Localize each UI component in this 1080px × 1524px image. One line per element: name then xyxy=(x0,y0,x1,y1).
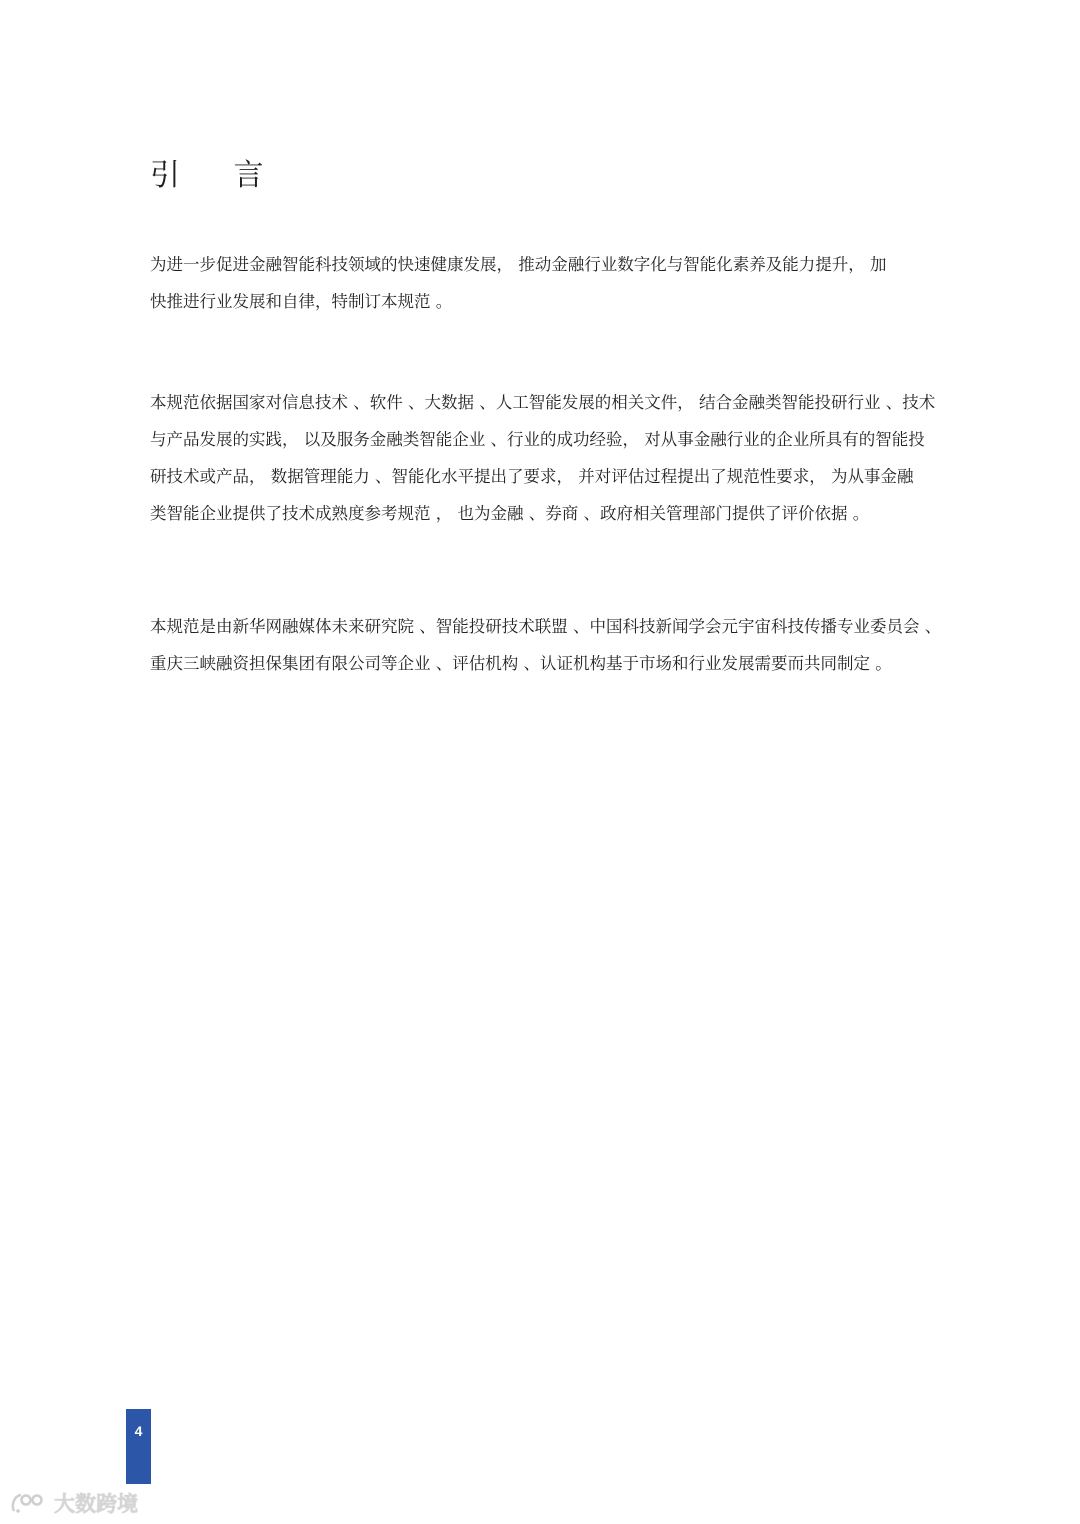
paragraph-line: 重庆三峡融资担保集团有限公司等企业 、评估机构 、认证机构基于市场和行业发展需要而共同制定 。 xyxy=(150,654,892,673)
paragraph-line: 研技术或产品， 数据管理能力 、智能化水平提出了要求， 并对评估过程提出了规范性要求， 为从事金融 xyxy=(150,467,914,486)
paragraph-line: 快推进行业发展和自律，特制订本规范 。 xyxy=(150,292,453,311)
section-heading: 引 言 xyxy=(150,158,286,193)
paragraph-line: 为进一步促进金融智能科技领域的快速健康发展， 推动金融行业数字化与智能化素养及能力提升， 加 xyxy=(150,255,887,274)
page-number-tab xyxy=(126,1409,151,1484)
paragraph-basis xyxy=(150,384,980,532)
paragraph-authors xyxy=(150,608,980,682)
watermark xyxy=(10,1488,138,1518)
watermark-text: 大数跨境 xyxy=(54,1492,138,1516)
paragraph-line: 本规范依据国家对信息技术 、软件 、大数据 、人工智能发展的相关文件， 结合金融类智能投研行业 、技术 xyxy=(150,393,936,412)
paragraph-line: 类智能企业提供了技术成熟度参考规范 ， 也为金融 、券商 、政府相关管理部门提供了评价依据 。 xyxy=(150,504,870,523)
paragraph-line: 与产品发展的实践， 以及服务金融类智能企业 、行业的成功经验， 对从事金融行业的企业所具有的智能投 xyxy=(150,430,925,449)
paragraph-line: 本规范是由新华网融媒体未来研究院 、智能投研技术联盟 、中国科技新闻学会元宇宙科技传播专业委员会 、 xyxy=(150,617,942,636)
page-number: 4 xyxy=(134,1423,143,1439)
paragraph-purpose xyxy=(150,246,980,320)
logo-icon xyxy=(10,1491,48,1515)
